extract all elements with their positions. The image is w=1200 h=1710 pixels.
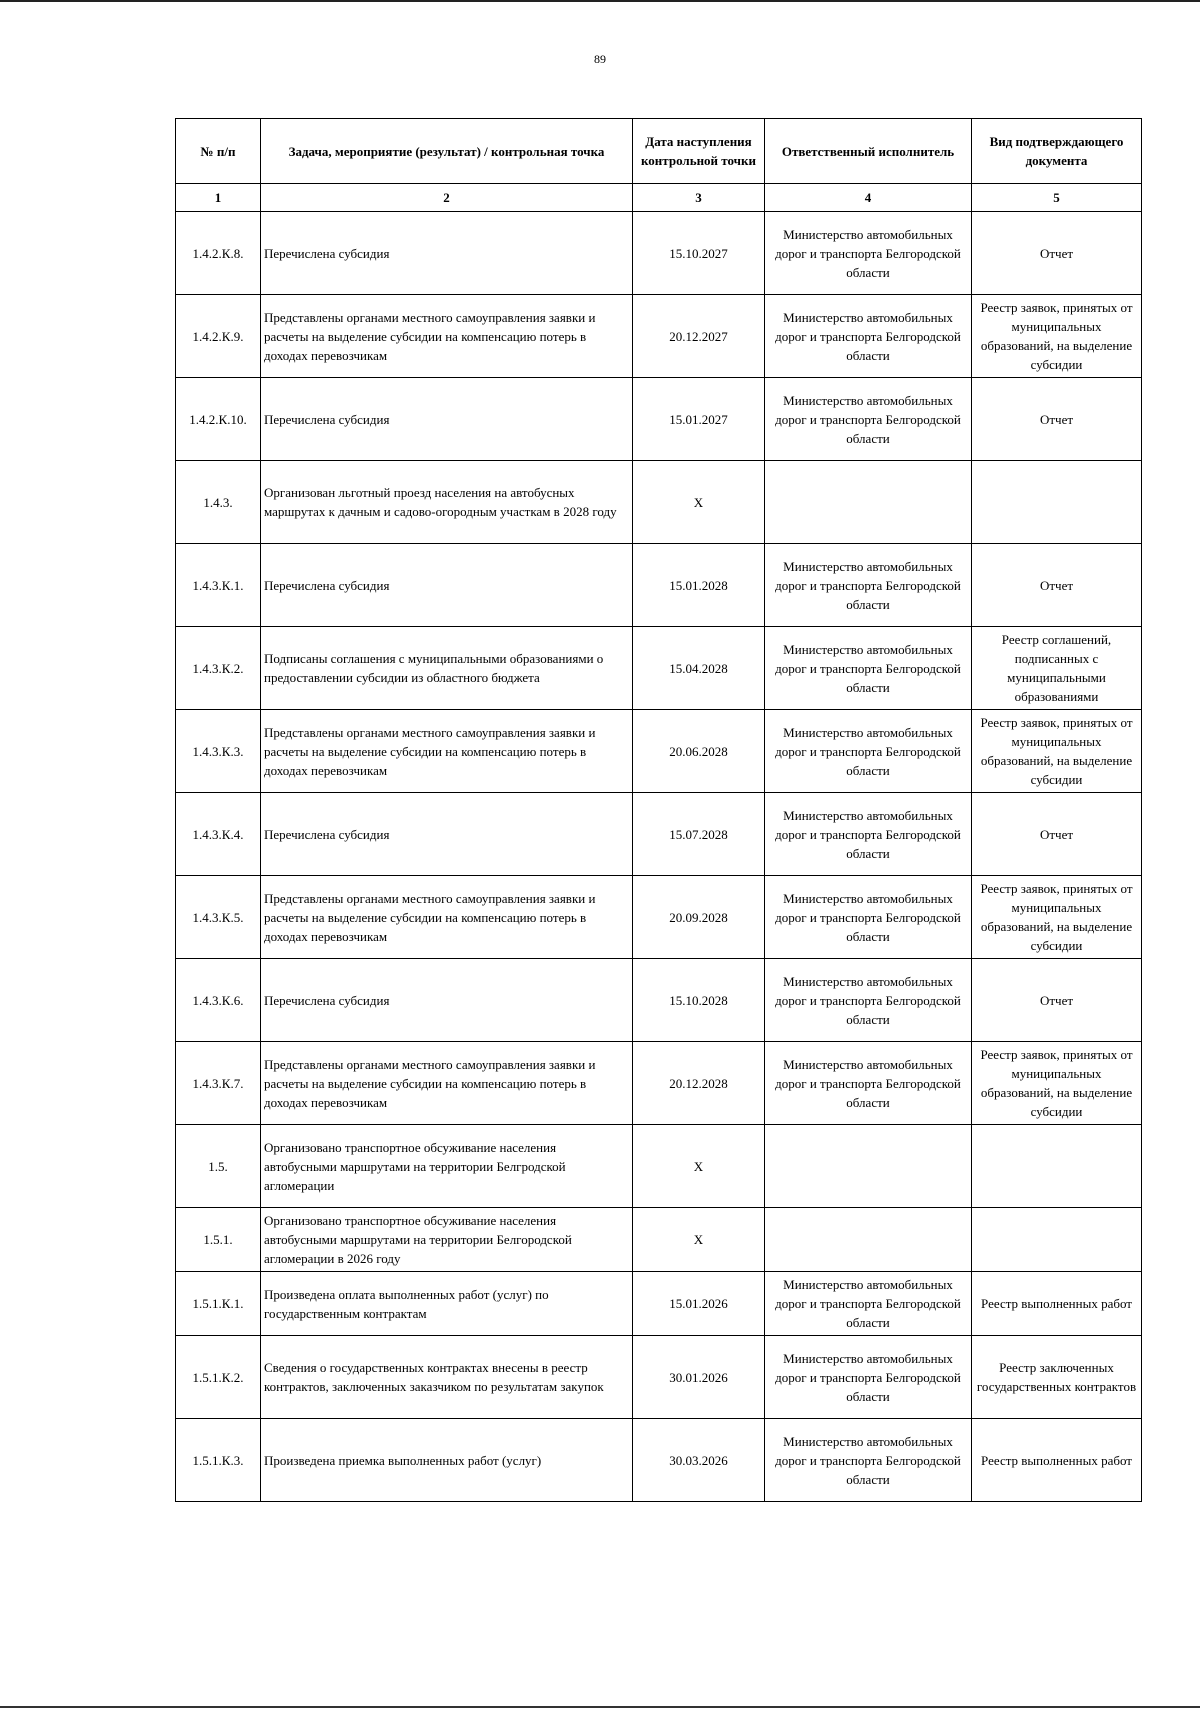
cell-task: Подписаны соглашения с муниципальными образованиями о предоставлении субсидии из областного бюджета xyxy=(261,627,633,710)
cell-date: X xyxy=(633,1125,765,1208)
cell-task: Представлены органами местного самоуправления заявки и расчеты на выделение субсидии на компенсацию потерь в доходах перевозчикам xyxy=(261,295,633,378)
cell-task: Перечислена субсидия xyxy=(261,544,633,627)
table-row xyxy=(176,876,1142,959)
cell-executor: Министерство автомобильных дорог и транспорта Белгородской области xyxy=(765,793,972,876)
cell-executor: Министерство автомобильных дорог и транспорта Белгородской области xyxy=(765,627,972,710)
cell-num: 1.5.1.К.1. xyxy=(176,1272,261,1336)
cell-task: Представлены органами местного самоуправления заявки и расчеты на выделение субсидии на компенсацию потерь в доходах перевозчикам xyxy=(261,710,633,793)
cell-document: Отчет xyxy=(972,378,1142,461)
cell-date: 15.07.2028 xyxy=(633,793,765,876)
table-row xyxy=(176,212,1142,295)
cell-date: 30.01.2026 xyxy=(633,1336,765,1419)
cell-executor: Министерство автомобильных дорог и транспорта Белгородской области xyxy=(765,544,972,627)
cell-date: X xyxy=(633,1208,765,1272)
cell-num: 1.4.2.К.8. xyxy=(176,212,261,295)
column-number: 2 xyxy=(261,184,633,212)
cell-num: 1.4.2.К.10. xyxy=(176,378,261,461)
cell-task: Перечислена субсидия xyxy=(261,959,633,1042)
cell-document: Реестр заявок, принятых от муниципальных образований, на выделение субсидии xyxy=(972,295,1142,378)
cell-document xyxy=(972,461,1142,544)
header-task: Задача, мероприятие (результат) / контрольная точка xyxy=(261,119,633,184)
cell-executor: Министерство автомобильных дорог и транспорта Белгородской области xyxy=(765,1042,972,1125)
cell-num: 1.4.3.К.5. xyxy=(176,876,261,959)
cell-document xyxy=(972,1125,1142,1208)
cell-date: X xyxy=(633,461,765,544)
cell-task: Организовано транспортное обсуживание населения автобусными маршрутами на территории Белгородской агломерации в 2026 году xyxy=(261,1208,633,1272)
header-executor: Ответственный исполнитель xyxy=(765,119,972,184)
cell-task: Перечислена субсидия xyxy=(261,212,633,295)
cell-document: Отчет xyxy=(972,212,1142,295)
cell-num: 1.4.3.К.2. xyxy=(176,627,261,710)
cell-executor: Министерство автомобильных дорог и транспорта Белгородской области xyxy=(765,1336,972,1419)
table-row xyxy=(176,378,1142,461)
cell-date: 30.03.2026 xyxy=(633,1419,765,1502)
cell-num: 1.4.3. xyxy=(176,461,261,544)
cell-num: 1.4.3.К.6. xyxy=(176,959,261,1042)
header-num: № п/п xyxy=(176,119,261,184)
cell-num: 1.5.1.К.3. xyxy=(176,1419,261,1502)
cell-executor xyxy=(765,461,972,544)
table-row xyxy=(176,1125,1142,1208)
table-row xyxy=(176,1419,1142,1502)
cell-num: 1.5.1. xyxy=(176,1208,261,1272)
column-number: 5 xyxy=(972,184,1142,212)
cell-task: Перечислена субсидия xyxy=(261,793,633,876)
cell-date: 15.01.2026 xyxy=(633,1272,765,1336)
cell-document: Реестр заявок, принятых от муниципальных образований, на выделение субсидии xyxy=(972,876,1142,959)
cell-date: 20.09.2028 xyxy=(633,876,765,959)
header-document: Вид подтверждающего документа xyxy=(972,119,1142,184)
table-row xyxy=(176,793,1142,876)
cell-document: Реестр соглашений, подписанных с муниципальными образованиями xyxy=(972,627,1142,710)
table-row xyxy=(176,1336,1142,1419)
table-row xyxy=(176,461,1142,544)
scan-edge-top xyxy=(0,0,1200,2)
cell-document: Отчет xyxy=(972,793,1142,876)
column-number: 1 xyxy=(176,184,261,212)
cell-executor: Министерство автомобильных дорог и транспорта Белгородской области xyxy=(765,378,972,461)
cell-date: 15.01.2027 xyxy=(633,378,765,461)
page-number: 89 xyxy=(594,52,606,66)
column-number: 4 xyxy=(765,184,972,212)
column-number-row xyxy=(176,184,1142,212)
cell-num: 1.4.3.К.7. xyxy=(176,1042,261,1125)
cell-document: Отчет xyxy=(972,544,1142,627)
cell-document: Реестр заявок, принятых от муниципальных образований, на выделение субсидии xyxy=(972,1042,1142,1125)
cell-document: Реестр выполненных работ xyxy=(972,1419,1142,1502)
cell-document: Реестр заявок, принятых от муниципальных образований, на выделение субсидии xyxy=(972,710,1142,793)
cell-document xyxy=(972,1208,1142,1272)
cell-num: 1.5. xyxy=(176,1125,261,1208)
cell-task: Произведена приемка выполненных работ (услуг) xyxy=(261,1419,633,1502)
table-row xyxy=(176,295,1142,378)
cell-date: 20.12.2028 xyxy=(633,1042,765,1125)
cell-task: Произведена оплата выполненных работ (услуг) по государственным контрактам xyxy=(261,1272,633,1336)
cell-executor: Министерство автомобильных дорог и транспорта Белгородской области xyxy=(765,1419,972,1502)
table-row xyxy=(176,959,1142,1042)
cell-num: 1.5.1.К.2. xyxy=(176,1336,261,1419)
cell-num: 1.4.3.К.4. xyxy=(176,793,261,876)
table-row xyxy=(176,627,1142,710)
control-points-table xyxy=(175,118,1142,1502)
table-row xyxy=(176,710,1142,793)
cell-document: Реестр заключенных государственных контрактов xyxy=(972,1336,1142,1419)
cell-executor: Министерство автомобильных дорог и транспорта Белгородской области xyxy=(765,710,972,793)
cell-executor: Министерство автомобильных дорог и транспорта Белгородской области xyxy=(765,212,972,295)
table-row xyxy=(176,1272,1142,1336)
cell-date: 15.10.2027 xyxy=(633,212,765,295)
cell-task: Организовано транспортное обсуживание населения автобусными маршрутами на территории Белгродской агломерации xyxy=(261,1125,633,1208)
cell-task: Организован льготный проезд населения на автобусных маршрутах к дачным и садово-огородным участкам в 2028 году xyxy=(261,461,633,544)
cell-date: 20.12.2027 xyxy=(633,295,765,378)
cell-date: 20.06.2028 xyxy=(633,710,765,793)
cell-executor: Министерство автомобильных дорог и транспорта Белгородской области xyxy=(765,959,972,1042)
cell-task: Представлены органами местного самоуправления заявки и расчеты на выделение субсидии на компенсацию потерь в доходах перевозчикам xyxy=(261,876,633,959)
cell-task: Сведения о государственных контрактах внесены в реестр контрактов, заключенных заказчиком по результатам закупок xyxy=(261,1336,633,1419)
cell-num: 1.4.3.К.3. xyxy=(176,710,261,793)
cell-num: 1.4.3.К.1. xyxy=(176,544,261,627)
column-number: 3 xyxy=(633,184,765,212)
cell-date: 15.04.2028 xyxy=(633,627,765,710)
cell-task: Представлены органами местного самоуправления заявки и расчеты на выделение субсидии на компенсацию потерь в доходах перевозчикам xyxy=(261,1042,633,1125)
cell-document: Реестр выполненных работ xyxy=(972,1272,1142,1336)
cell-date: 15.10.2028 xyxy=(633,959,765,1042)
table-row xyxy=(176,544,1142,627)
cell-executor: Министерство автомобильных дорог и транспорта Белгородской области xyxy=(765,1272,972,1336)
cell-task: Перечислена субсидия xyxy=(261,378,633,461)
cell-executor: Министерство автомобильных дорог и транспорта Белгородской области xyxy=(765,295,972,378)
cell-num: 1.4.2.К.9. xyxy=(176,295,261,378)
header-row xyxy=(176,119,1142,184)
cell-document: Отчет xyxy=(972,959,1142,1042)
table-row xyxy=(176,1042,1142,1125)
cell-executor xyxy=(765,1208,972,1272)
scan-edge-bottom xyxy=(0,1706,1200,1708)
cell-executor: Министерство автомобильных дорог и транспорта Белгородской области xyxy=(765,876,972,959)
cell-executor xyxy=(765,1125,972,1208)
table-row xyxy=(176,1208,1142,1272)
cell-date: 15.01.2028 xyxy=(633,544,765,627)
header-date: Дата наступления контрольной точки xyxy=(633,119,765,184)
